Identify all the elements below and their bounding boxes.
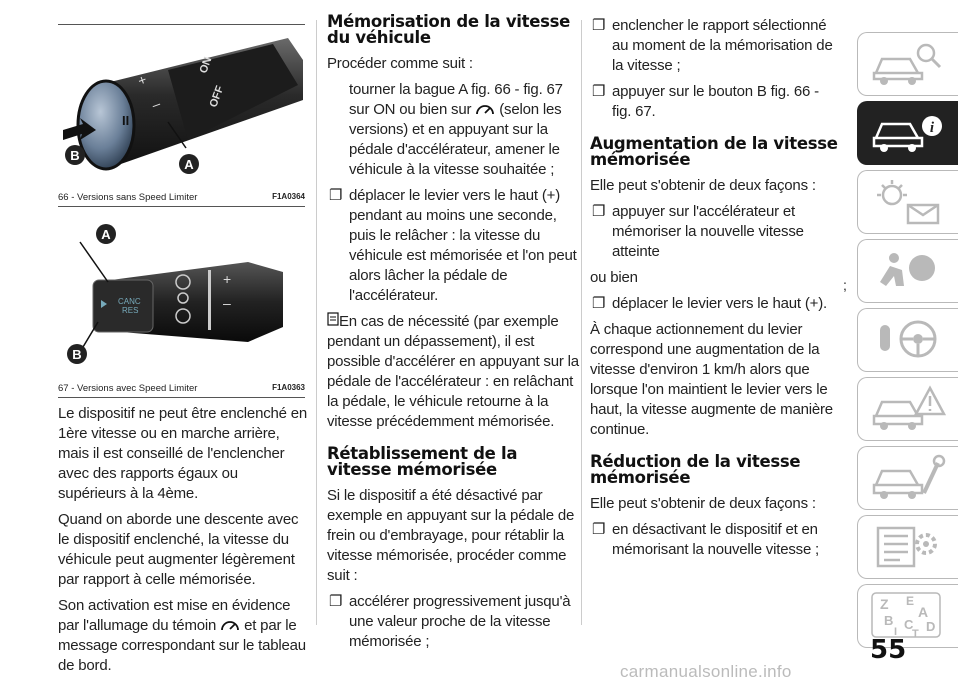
bullet-item: ❐ accélérer progressivement jusqu'à une valeur proche de la vitesse mémorisée ;: [329, 593, 571, 650]
car-wrench-icon: [870, 453, 946, 503]
heading-retablissement: Rétablissement de la vitesse mémorisée: [327, 444, 518, 479]
checkbox-bullet-icon: ❐: [329, 593, 343, 610]
column-left-text: [58, 404, 308, 682]
off-label: OFF: [207, 84, 227, 110]
bullet-item: ❐ déplacer le levier vers le haut (+) pendant au moins une seconde, puis le relâcher : la vitesse du véhicule est mémorisée et l'on peut alors lâcher la pédale de l'accélérateur.: [329, 187, 577, 304]
stray-semicolon: ;: [843, 277, 847, 293]
paragraph: ou bien: [590, 269, 638, 286]
on-label: ON: [197, 55, 215, 76]
plus-symbol: +: [223, 271, 232, 287]
car-info-icon: [870, 108, 946, 158]
heading-augmentation: Augmentation de la vitesse mémorisée: [590, 134, 838, 169]
checkbox-bullet-icon: ❐: [329, 187, 343, 204]
paragraph: Procéder comme suit :: [327, 55, 473, 72]
bullet-item: ❐ en désactivant le dispositif et en mémorisant la nouvelle vitesse ;: [592, 521, 820, 558]
bullet-item: ❐ enclencher le rapport sélectionné au moment de la mémorisation de la vitesse ;: [592, 17, 833, 74]
paragraph: Elle peut s'obtenir de deux façons :: [590, 177, 816, 194]
figure-67-caption: 67 - Versions avec Speed Limiter F1A0363: [58, 383, 305, 394]
canc-label: CANC: [118, 297, 141, 306]
svg-text:B: B: [72, 347, 82, 362]
svg-text:A: A: [918, 604, 929, 620]
res-label: RES: [122, 306, 139, 315]
cruise-control-icon: [220, 619, 240, 633]
sidebar-tab-warning-lights[interactable]: [857, 170, 958, 234]
svg-text:A: A: [184, 157, 194, 172]
bullet-item: ❐ appuyer sur le bouton B fig. 66 - fig. 67.: [592, 83, 819, 120]
svg-text:C: C: [904, 617, 914, 632]
figure-66-caption: 66 - Versions sans Speed Limiter F1A0364: [58, 192, 305, 203]
top-rule: [58, 24, 305, 25]
svg-text:Z: Z: [880, 596, 889, 612]
svg-text:i: i: [929, 120, 935, 136]
column-right: [590, 16, 840, 566]
svg-text:T: T: [912, 628, 919, 640]
heading-memorisation: Mémorisation de la vitesse du véhicule: [327, 12, 571, 47]
svg-text:B: B: [884, 613, 894, 628]
svg-text:A: A: [101, 227, 111, 242]
pause-symbol: II: [122, 113, 130, 128]
minus-symbol: –: [223, 295, 231, 311]
figure-66: [58, 30, 305, 182]
steering-wheel-icon: [870, 315, 946, 365]
car-warning-icon: [870, 384, 946, 434]
cruise-control-icon: [475, 103, 495, 117]
car-search-icon: [870, 39, 946, 89]
page-number: 55: [870, 635, 907, 665]
paragraph: Elle peut s'obtenir de deux façons :: [590, 495, 816, 512]
heading-reduction: Réduction de la vitesse mémorisée: [590, 452, 801, 487]
paragraph: Si le dispositif a été désactivé par exemple en appuyant sur la pédale de frein ou d'embrayage, pour rétablir la vitesse mémorisée, procéder comme suit :: [327, 487, 575, 584]
alphabet-index-icon: [870, 591, 946, 641]
airbag-icon: [870, 246, 946, 296]
sidebar-tab-car-wrench[interactable]: [857, 446, 958, 510]
plus-symbol: +: [135, 70, 149, 89]
settings-list-icon: [870, 522, 946, 572]
paragraph: Le dispositif ne peut être enclenché en 1ère vitesse ou en marche arrière, mais il est conseillé de l'enclencher avec des rapports égaux ou supérieurs à la 4ème.: [58, 405, 308, 502]
column-middle: [327, 14, 579, 658]
svg-text:E: E: [906, 594, 915, 608]
sidebar-tab-car-warning[interactable]: [857, 377, 958, 441]
bullet-item: ❐ déplacer le levier vers le haut (+).: [592, 295, 827, 312]
paragraph: Son activation est mise en évidence par l'allumage du témoin et par le message correspondant sur le tableau de bord.: [58, 597, 306, 674]
bullet-item: ❐ appuyer sur l'accélérateur et mémoriser la nouvelle vitesse atteinte: [592, 203, 804, 260]
sidebar-tab-car-info[interactable]: [857, 101, 958, 165]
paragraph: Quand on aborde une descente avec le dispositif enclenché, la vitesse du véhicule peut augmenter légèrement par rapport à celle mémorisée.: [58, 511, 299, 588]
step-1: tourner la bague A fig. 66 - fig. 67 sur ON ou bien sur (selon les versions) et en appuyant sur la pédale d'accélérateur, amener le véhicule à la vitesse souhaitée ;: [349, 81, 563, 178]
sidebar-tab-steering[interactable]: [857, 308, 958, 372]
paragraph: À chaque actionnement du levier correspond une augmentation de la vitesse d'environ 1 km/h alors que lorsque l'on maintient le levier vers le haut, la vitesse augmente de manière continue.: [590, 321, 833, 438]
watermark: carmanualsonline.info: [620, 662, 792, 681]
warning-lights-icon: [870, 177, 946, 227]
minus-symbol: –: [149, 95, 163, 113]
sidebar-tab-car-search[interactable]: [857, 32, 958, 96]
sidebar-tab-settings-list[interactable]: [857, 515, 958, 579]
figure-67: [58, 212, 305, 375]
svg-text:B: B: [70, 148, 80, 163]
note: En cas de nécessité (par exemple pendant un dépassement), il est possible d'accélérer en appuyant sur la pédale de l'accélérateur : en relâchant la pédale, le véhicule retourne à la vitesse précédemment mémorisée.: [327, 313, 579, 430]
sidebar-tab-airbag[interactable]: [857, 239, 958, 303]
svg-text:D: D: [926, 619, 936, 634]
svg-text:I: I: [894, 626, 898, 638]
note-icon: [327, 312, 339, 326]
